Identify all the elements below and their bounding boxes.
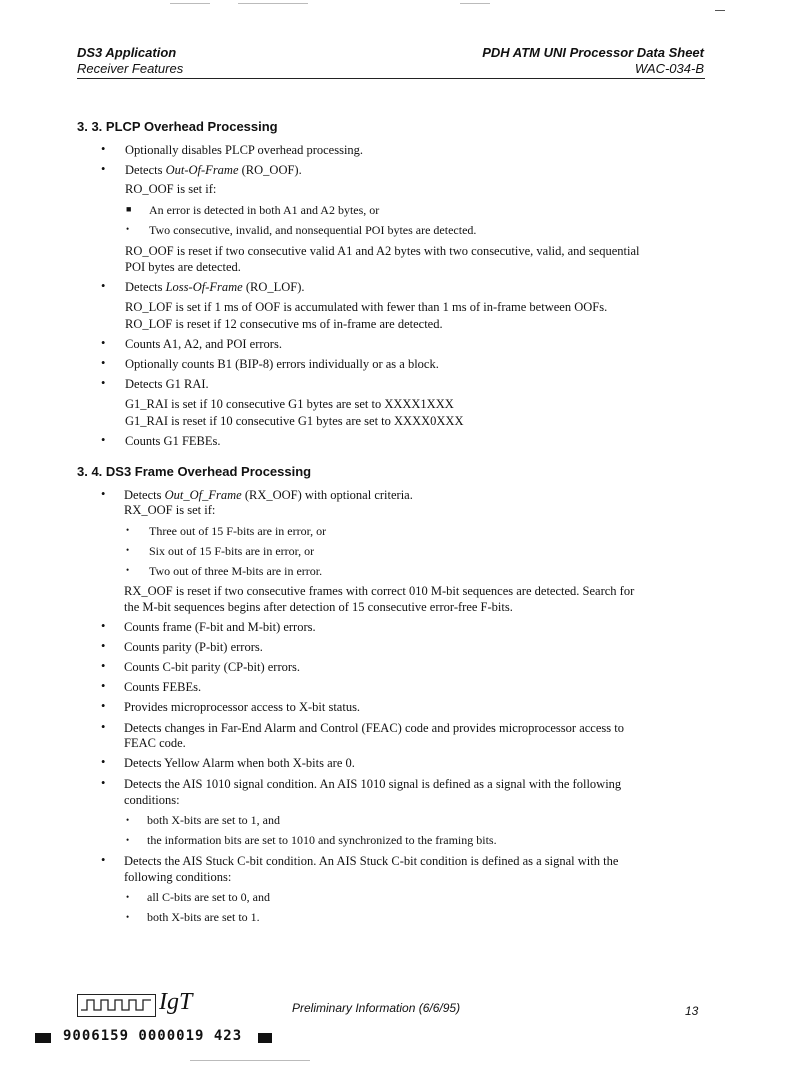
list-item: Detects Loss-Of-Frame (RO_LOF). bbox=[125, 280, 305, 294]
list-text: FEAC code. bbox=[124, 736, 186, 750]
list-item: Detects the AIS 1010 signal condition. An AIS 1010 signal is defined as a signal with the following bbox=[124, 777, 622, 791]
sub-bullet: • bbox=[126, 912, 130, 922]
sub-list-item: Six out of 15 F-bits are in error, or bbox=[149, 544, 315, 558]
section-heading: 3. 4. DS3 Frame Overhead Processing bbox=[77, 464, 312, 479]
sub-bullet: • bbox=[126, 224, 130, 234]
list-item: Detects changes in Far-End Alarm and Control (FEAC) code and provides microprocessor access to bbox=[124, 721, 624, 735]
section-heading: 3. 3. PLCP Overhead Processing bbox=[77, 119, 278, 134]
bullet: • bbox=[101, 679, 106, 693]
sub-list-item: both X-bits are set to 1. bbox=[147, 910, 260, 924]
bullet: • bbox=[101, 720, 106, 734]
scan-mark bbox=[190, 1060, 310, 1061]
bullet: • bbox=[101, 639, 106, 653]
logo-text: IgT bbox=[159, 989, 193, 1015]
sub-list-item: the information bits are set to 1010 and synchronized to the framing bits. bbox=[147, 833, 497, 847]
bullet: • bbox=[101, 356, 106, 370]
list-item: Detects G1 RAI. bbox=[125, 377, 209, 391]
list-text: POI bytes are detected. bbox=[125, 260, 241, 274]
header-right-title: PDH ATM UNI Processor Data Sheet bbox=[482, 45, 704, 60]
footer-note: Preliminary Information (6/6/95) bbox=[292, 1001, 461, 1015]
list-text: G1_RAI is set if 10 consecutive G1 bytes are set to XXXX1XXX bbox=[125, 397, 454, 411]
list-text: RO_LOF is reset if 12 consecutive ms of in-frame are detected. bbox=[125, 317, 443, 331]
list-item: Detects Out_Of_Frame (RX_OOF) with optional criteria. bbox=[124, 488, 413, 502]
sub-list-item: all C-bits are set to 0, and bbox=[147, 890, 270, 904]
scan-mark bbox=[715, 10, 725, 11]
bullet: • bbox=[101, 376, 106, 390]
sub-list-item: both X-bits are set to 1, and bbox=[147, 813, 280, 827]
company-logo bbox=[77, 990, 217, 1020]
bullet: • bbox=[101, 659, 106, 673]
list-text: conditions: bbox=[124, 793, 180, 807]
list-item: Optionally counts B1 (BIP-8) errors individually or as a block. bbox=[125, 357, 439, 371]
bullet: • bbox=[101, 487, 106, 501]
bullet: • bbox=[101, 142, 106, 156]
sub-bullet: • bbox=[126, 815, 130, 825]
header-right-subtitle: WAC-034-B bbox=[634, 61, 704, 76]
barcode-block-icon bbox=[258, 1033, 272, 1043]
bullet: • bbox=[101, 336, 106, 350]
sub-bullet: • bbox=[126, 835, 130, 845]
sub-list-item: Three out of 15 F-bits are in error, or bbox=[149, 524, 327, 538]
list-text: RO_OOF is set if: bbox=[125, 182, 217, 196]
bullet: • bbox=[101, 279, 106, 293]
bullet: • bbox=[101, 433, 106, 447]
sub-bullet: • bbox=[126, 525, 130, 535]
list-item: Counts frame (F-bit and M-bit) errors. bbox=[124, 620, 316, 634]
list-item: Optionally disables PLCP overhead processing. bbox=[125, 143, 364, 157]
list-item: Detects Yellow Alarm when both X-bits are 0. bbox=[124, 756, 355, 770]
page-number: 13 bbox=[685, 1004, 699, 1018]
sub-list-item: Two consecutive, invalid, and nonsequential POI bytes are detected. bbox=[149, 223, 477, 237]
list-text: the M-bit sequences begins after detection of 15 consecutive error-free F-bits. bbox=[124, 600, 513, 614]
list-text: G1_RAI is reset if 10 consecutive G1 bytes are set to XXXX0XXX bbox=[125, 414, 464, 428]
bullet: • bbox=[101, 853, 106, 867]
list-item: Counts A1, A2, and POI errors. bbox=[125, 337, 282, 351]
sub-bullet: • bbox=[126, 565, 130, 575]
sub-list-item: An error is detected in both A1 and A2 bytes, or bbox=[149, 203, 380, 217]
list-item: Counts G1 FEBEs. bbox=[125, 434, 221, 448]
bullet: • bbox=[101, 755, 106, 769]
sub-bullet: • bbox=[126, 892, 130, 902]
sub-bullet: • bbox=[126, 545, 130, 555]
barcode-block-icon bbox=[35, 1033, 51, 1043]
list-item: Detects the AIS Stuck C-bit condition. An AIS Stuck C-bit condition is defined as a signal with the bbox=[124, 854, 619, 868]
header-rule bbox=[77, 78, 705, 79]
list-item: Counts FEBEs. bbox=[124, 680, 202, 694]
sub-bullet: ■ bbox=[126, 204, 132, 214]
list-item: Provides microprocessor access to X-bit status. bbox=[124, 700, 361, 714]
list-text: following conditions: bbox=[124, 870, 232, 884]
list-text: RO_OOF is reset if two consecutive valid A1 and A2 bytes with two consecutive, valid, and sequential bbox=[125, 244, 640, 258]
list-item: Counts C-bit parity (CP-bit) errors. bbox=[124, 660, 301, 674]
header-left-title: DS3 Application bbox=[77, 45, 177, 60]
sub-list-item: Two out of three M-bits are in error. bbox=[149, 564, 323, 578]
barcode-text: 9006159 0000019 423 bbox=[63, 1028, 243, 1044]
scan-mark bbox=[238, 3, 308, 4]
scan-mark bbox=[460, 3, 490, 4]
bullet: • bbox=[101, 162, 106, 176]
header-left-subtitle: Receiver Features bbox=[77, 61, 184, 76]
list-text: RX_OOF is reset if two consecutive frames with correct 010 M-bit sequences are detected. Search for bbox=[124, 584, 635, 598]
list-text: RX_OOF is set if: bbox=[124, 503, 216, 517]
bullet: • bbox=[101, 699, 106, 713]
list-text: RO_LOF is set if 1 ms of OOF is accumulated with fewer than 1 ms of in-frame between OOFs. bbox=[125, 300, 608, 314]
list-item: Counts parity (P-bit) errors. bbox=[124, 640, 263, 654]
scan-mark bbox=[170, 3, 210, 4]
bullet: • bbox=[101, 619, 106, 633]
bullet: • bbox=[101, 776, 106, 790]
list-item: Detects Out-Of-Frame (RO_OOF). bbox=[125, 163, 302, 177]
logo-waveform-icon bbox=[77, 990, 157, 1020]
